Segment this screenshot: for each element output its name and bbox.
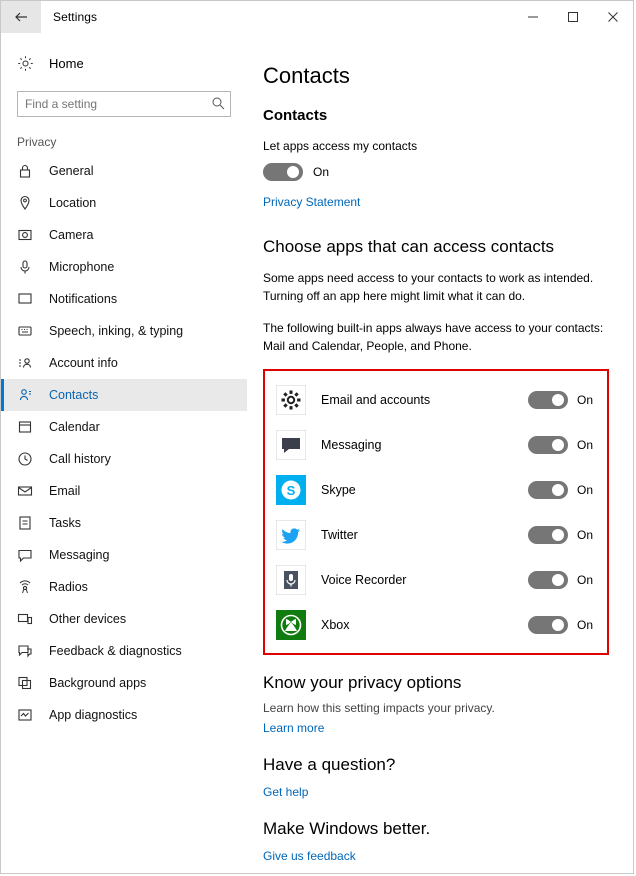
footer-links-block xyxy=(263,673,609,865)
sidebar-item-account-info[interactable] xyxy=(1,347,247,379)
close-icon xyxy=(607,11,619,23)
app-toggle-state: On xyxy=(577,527,594,542)
app-name: Skype xyxy=(321,482,356,497)
sidebar-item-notifications[interactable] xyxy=(1,283,247,315)
sidebar-item-calendar[interactable] xyxy=(1,411,247,443)
app-toggle[interactable] xyxy=(528,571,568,589)
tasks-icon xyxy=(17,515,43,531)
contacts-access-toggle-row[interactable] xyxy=(263,163,609,181)
sidebar-item-label: Radios xyxy=(49,580,88,594)
svg-text:S: S xyxy=(286,482,296,498)
access-label: Let apps access my contacts xyxy=(263,139,418,153)
app-name: Messaging xyxy=(321,437,382,452)
twitter-bird-icon xyxy=(275,519,307,551)
location-pin-icon xyxy=(17,195,43,211)
contacts-access-state: On xyxy=(313,165,330,179)
microphone-icon xyxy=(17,259,43,275)
make-windows-better-heading: Make Windows better. xyxy=(263,819,431,838)
minimize-button[interactable] xyxy=(513,1,553,33)
sidebar-item-general[interactable] xyxy=(1,155,247,187)
gear-icon xyxy=(17,55,43,72)
toggle-knob xyxy=(552,484,564,496)
privacy-options-description: Learn how this setting impacts your privacy. xyxy=(263,701,495,715)
app-name: Xbox xyxy=(321,617,350,632)
app-row[interactable] xyxy=(275,422,597,467)
toggle-knob xyxy=(552,439,564,451)
app-toggle[interactable] xyxy=(528,436,568,454)
sidebar-item-radios[interactable] xyxy=(1,571,247,603)
builtin-note-line-2: Mail and Calendar, People, and Phone. xyxy=(263,339,472,353)
window-body xyxy=(1,33,633,873)
app-toggle[interactable] xyxy=(528,481,568,499)
sidebar-item-label: Speech, inking, & typing xyxy=(49,324,184,338)
apps-list-highlight-box xyxy=(263,369,609,655)
notification-icon xyxy=(17,291,43,307)
toggle-knob xyxy=(287,166,299,178)
feedback-icon xyxy=(17,643,43,659)
other-devices-icon xyxy=(17,611,43,627)
contacts-access-toggle[interactable] xyxy=(263,163,303,181)
title-bar xyxy=(1,1,633,33)
sidebar-item-email[interactable] xyxy=(1,475,247,507)
search-input[interactable] xyxy=(17,91,231,117)
app-toggle-state: On xyxy=(577,617,594,632)
window-title: Settings xyxy=(53,10,98,24)
learn-more-link[interactable]: Learn more xyxy=(263,721,325,735)
privacy-options-heading: Know your privacy options xyxy=(263,673,462,692)
xbox-icon xyxy=(275,609,307,641)
sidebar-item-app-diagnostics[interactable] xyxy=(1,699,247,731)
minimize-icon xyxy=(527,11,539,23)
background-apps-icon xyxy=(17,675,43,691)
app-toggle[interactable] xyxy=(528,526,568,544)
sidebar-item-other-devices[interactable] xyxy=(1,603,247,635)
page-title: Contacts xyxy=(263,63,350,88)
account-info-icon xyxy=(17,355,43,371)
have-a-question-heading: Have a question? xyxy=(263,755,396,774)
main-content xyxy=(247,33,633,873)
contacts-icon xyxy=(17,387,43,403)
app-toggle-state: On xyxy=(577,572,594,587)
app-row[interactable] xyxy=(275,557,597,602)
sidebar-item-label: Camera xyxy=(49,228,94,242)
sidebar-item-label: Calendar xyxy=(49,420,100,434)
email-icon xyxy=(17,483,43,499)
toggle-knob xyxy=(552,529,564,541)
sidebar-item-label: Email xyxy=(49,484,81,498)
sidebar-item-label: Contacts xyxy=(49,388,99,402)
get-help-link[interactable]: Get help xyxy=(263,785,309,799)
choose-apps-description xyxy=(263,269,609,305)
sidebar-item-label: Home xyxy=(49,55,84,71)
gear-icon xyxy=(275,384,307,416)
sidebar-item-contacts[interactable] xyxy=(1,379,247,411)
sidebar-item-label: Other devices xyxy=(49,612,127,626)
sidebar-item-call-history[interactable] xyxy=(1,443,247,475)
messaging-icon xyxy=(17,547,43,563)
app-toggle-state: On xyxy=(577,392,594,407)
sidebar-item-label: Tasks xyxy=(49,516,81,530)
back-arrow-icon xyxy=(13,9,29,25)
app-name: Email and accounts xyxy=(321,392,431,407)
call-history-icon xyxy=(17,451,43,467)
sidebar-item-label: App diagnostics xyxy=(49,708,138,722)
sidebar-item-label: Call history xyxy=(49,452,111,466)
skype-icon xyxy=(275,474,307,506)
app-toggle[interactable] xyxy=(528,616,568,634)
maximize-button[interactable] xyxy=(553,1,593,33)
sidebar-item-tasks[interactable] xyxy=(1,507,247,539)
search-box[interactable] xyxy=(17,91,231,117)
close-button[interactable] xyxy=(593,1,633,33)
choose-desc-line-2: Turning off an app here might limit what it can do. xyxy=(263,289,526,303)
sidebar-item-label: Feedback & diagnostics xyxy=(49,644,182,658)
search-icon xyxy=(211,96,225,115)
sidebar-item-label: Microphone xyxy=(49,260,115,274)
sidebar xyxy=(1,33,247,873)
app-name: Voice Recorder xyxy=(321,572,407,587)
maximize-icon xyxy=(567,11,579,23)
sidebar-item-home[interactable] xyxy=(1,45,247,81)
app-row[interactable] xyxy=(275,512,597,557)
app-toggle-state: On xyxy=(577,437,594,452)
sidebar-item-label: Notifications xyxy=(49,292,118,306)
app-row[interactable] xyxy=(275,377,597,422)
speech-icon xyxy=(17,323,43,339)
sidebar-item-label: Account info xyxy=(49,356,118,370)
toggle-knob xyxy=(552,394,564,406)
app-name: Twitter xyxy=(321,527,358,542)
window-controls xyxy=(513,1,633,33)
sidebar-section-title: Privacy xyxy=(17,135,57,149)
app-diagnostics-icon xyxy=(17,707,43,723)
sidebar-item-label: General xyxy=(49,164,94,178)
sidebar-item-microphone[interactable] xyxy=(1,251,247,283)
toggle-knob xyxy=(552,619,564,631)
radios-icon xyxy=(17,579,43,595)
section-heading-contacts: Contacts xyxy=(263,107,328,124)
toggle-knob xyxy=(552,574,564,586)
sidebar-item-label: Messaging xyxy=(49,548,110,562)
sidebar-item-label: Location xyxy=(49,196,97,210)
app-toggle[interactable] xyxy=(528,391,568,409)
sidebar-item-camera[interactable] xyxy=(1,219,247,251)
sidebar-item-label: Background apps xyxy=(49,676,147,690)
sidebar-item-background-apps[interactable] xyxy=(1,667,247,699)
app-toggle-state: On xyxy=(577,482,594,497)
sidebar-item-feedback-diagnostics[interactable] xyxy=(1,635,247,667)
sidebar-item-speech-inking-typing[interactable] xyxy=(1,315,247,347)
message-bubble-icon xyxy=(275,429,307,461)
choose-apps-heading: Choose apps that can access contacts xyxy=(263,237,555,256)
sidebar-item-location[interactable] xyxy=(1,187,247,219)
lock-icon xyxy=(17,163,43,179)
builtin-apps-note xyxy=(263,319,609,355)
give-us-feedback-link[interactable]: Give us feedback xyxy=(263,849,356,863)
calendar-icon xyxy=(17,419,43,435)
microphone-icon xyxy=(275,564,307,596)
builtin-note-line-1: The following built-in apps always have access to your contacts: xyxy=(263,321,604,335)
back-button[interactable] xyxy=(1,1,41,33)
sidebar-item-messaging[interactable] xyxy=(1,539,247,571)
app-row[interactable] xyxy=(275,467,597,512)
app-row[interactable] xyxy=(275,602,597,647)
camera-icon xyxy=(17,227,43,243)
choose-desc-line-1: Some apps need access to your contacts to work as intended. xyxy=(263,271,594,285)
privacy-statement-link[interactable]: Privacy Statement xyxy=(263,195,361,209)
